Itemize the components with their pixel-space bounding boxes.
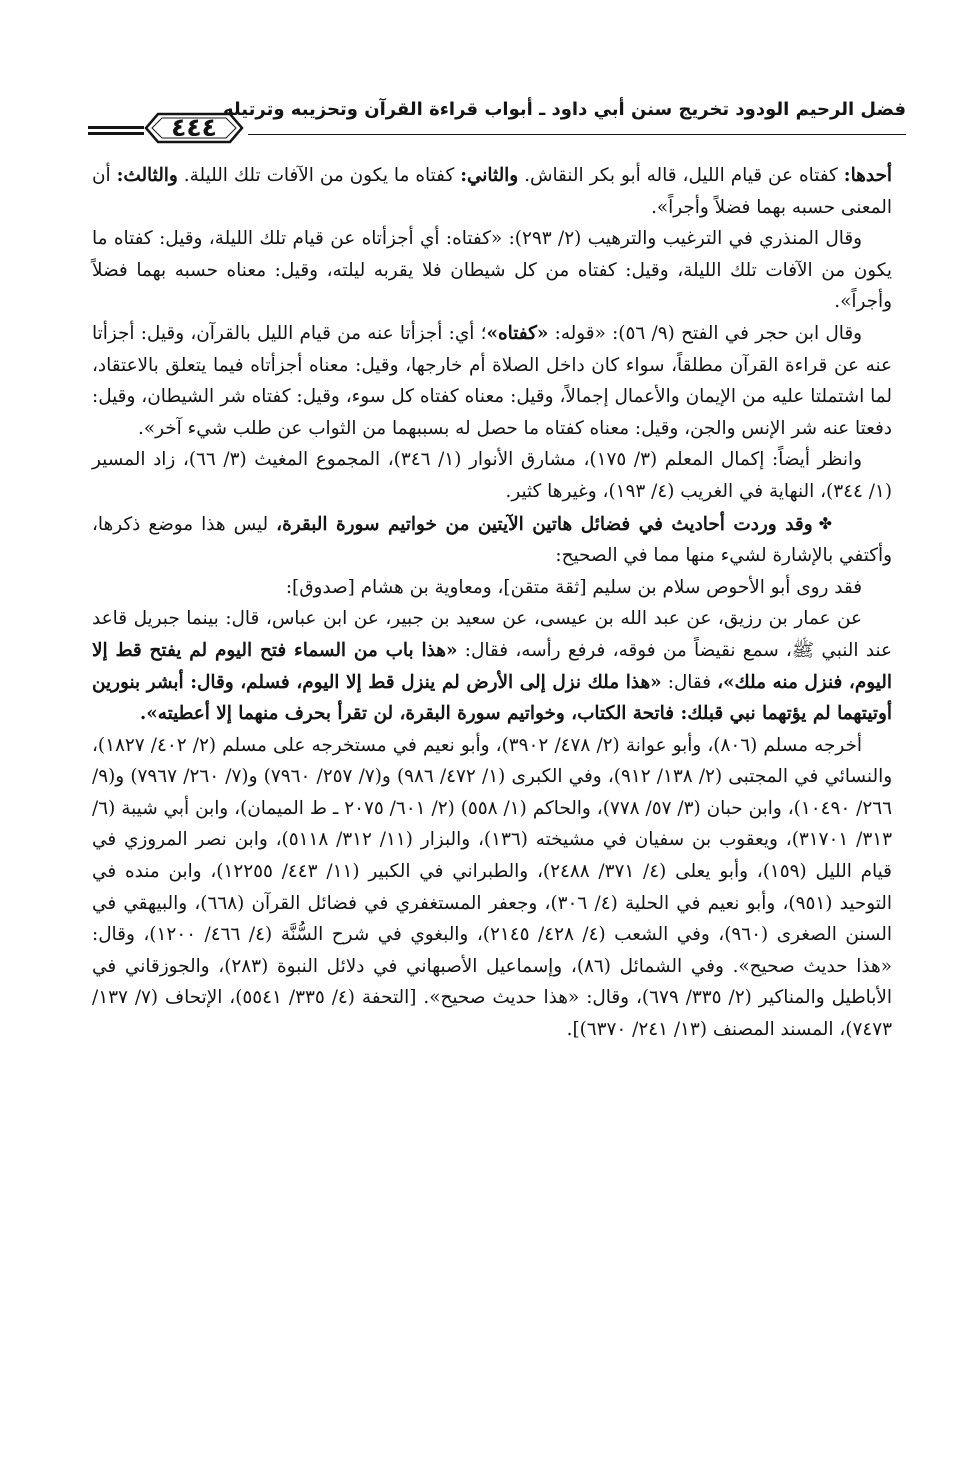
header-left-rule: [88, 126, 144, 129]
paragraph: فقد روى أبو الأحوص سلام بن سليم [ثقة متقن]، ومعاوية بن هشام [صدوق]:: [285, 576, 862, 598]
running-title: فضل الرحيم الودود تخريج سنن أبي داود ـ أبواب قراءة القرآن وتحزيبه وترتيله: [223, 99, 906, 120]
bold-label: والثالث:: [116, 165, 178, 186]
paragraph: [92, 603, 892, 729]
header-left-rule: [88, 132, 144, 135]
page-body: [92, 160, 892, 1046]
bold-label: أحدها:: [843, 165, 893, 186]
leaf-ornament-icon: ✤: [818, 513, 832, 533]
running-header: [88, 88, 906, 144]
paragraph: وقال المنذري في الترغيب والترهيب (٢/ ٢٩٣): «كفتاه: أي أجزأتاه عن قيام تلك الليلة، وقيل: كفتاه ما يكون من الآفات تلك الليلة، وقيل: كفتاه من كل شيطان فلا يقربه ليلته، وقيل: معناه حسبه بهما فضلاً وأجراً».: [92, 228, 892, 313]
bold-quote: «هذا ملك نزل إلى الأرض لم ينزل قط إلا اليوم، فسلم، وقال: أبشر بنورين أوتيتهما لم يؤتهما نبي قبلك: فاتحة الكتاب، وخواتيم سورة البقرة، لن تقرأ بحرف منهما إلا أعطيته».: [92, 671, 892, 725]
text-run: كفتاه ما يكون من الآفات تلك الليلة.: [177, 165, 461, 186]
bold-quote: «هذا باب من السماء فتح اليوم لم يفتح قط إلا اليوم، فنزل منه ملك»،: [92, 639, 892, 693]
text-run: فقال:: [661, 671, 718, 693]
text-run: وقال ابن حجر في الفتح (٩/ ٥٦): «قوله:: [548, 322, 863, 344]
page-number: ٤٤٤: [171, 113, 217, 142]
paragraph: [92, 318, 892, 444]
paragraph: أخرجه مسلم (٨٠٦)، وأبو عوانة (٢/ ٤٧٨/ ٣٩٠٢)، وأبو نعيم في مستخرجه على مسلم (٢/ ٤٠٢/ ١٨٢٧)، والنسائي في المجتبى (٢/ ١٣٨/ ٩١٢)، وفي الكبرى (١/ ٤٧٢/ ٩٨٦) و(٧/ ٢٥٧/ ٧٩٦٠) و(٧/ ٢٦٠/ ٧٩٦٧) و(٩/ ٢٦٦/ ١٠٤٩٠)، وابن حبان (٣/ ٥٧/ ٧٧٨)، والحاكم (١/ ٥٥٨) (٢/ ٦٠١/ ٢٠٧٥ ـ ط الميمان)، وابن أبي شيبة (٦/ ٣١٣/ ٣١٧٠١)، ويعقوب بن سفيان في مشيخته (١٣٦)، والبزار (١١/ ٣١٢/ ٥١١٨)، وابن نصر المروزي في قيام الليل (١٥٩)، وأبو يعلى (٤/ ٣٧١/ ٢٤٨٨)، والطبراني في الكبير (١١/ ٤٤٣/ ١٢٢٥٥)، وابن منده في التوحيد (٩٥١)، وأبو نعيم في الحلية (٤/ ٣٠٦)، وجعفر المستغفري في فضائل القرآن (٦٦٨)، والبيهقي في السنن الصغرى (٩٦٠)، وفي الشعب (٤/ ٤٢٨/ ٢١٤٥)، والبغوي في شرح السُّنَّة (٤/ ٤٦٦/ ١٢٠٠)، وقال: «هذا حديث صحيح». وفي الشمائل (٨٦)، وإسماعيل الأصبهاني في دلائل النبوة (٢٨٣)، والجوزقاني في الأباطيل والمناكير (٢/ ٣٣٥/ ٦٧٩)، وقال: «هذا حديث صحيح». [التحفة (٤/ ٣٣٥/ ٥٥٤١)، الإتحاف (٧/ ١٣٧/ ٧٤٧٣)، المسند المصنف (١٣/ ٢٤١/ ٦٣٧٠)].: [92, 734, 893, 1041]
paragraph: وانظر أيضاً: إكمال المعلم (٣/ ١٧٥)، مشارق الأنوار (١/ ٣٤٦)، المجموع المغيث (٣/ ٦٦)، زاد المسير (١/ ٣٤٤)، النهاية في الغريب (٤/ ١٩٣)، وغيرها كثير.: [92, 449, 892, 502]
paragraph: [92, 160, 892, 223]
text-run: ؛ أي: أجزأتا عنه من قيام الليل بالقرآن، وقيل: أجزأتا عنه عن قراءة القرآن مطلقاً، سواء كان داخل الصلاة أم خارجها، وقيل: معناه أجزأتاه فيما يتعلق بالاعتقاد، لما اشتملتا عليه من الإيمان والأعمال إجمالاً، وقيل: معناه كفتاه كل سوء، وقيل: كفتاه شر الشيطان، وقيل: دفعتا عنه شر الإنس والجن، وقيل: معناه كفتاه ما حصل له بسببهما من الثواب عن طلب شيء آخر».: [92, 322, 892, 439]
text-run: أن المعنى حسبه بهما فضلاً وأجراً».: [92, 165, 892, 218]
bold-quote: «كفتاه»: [486, 322, 549, 344]
bold-label: والثاني:: [460, 165, 519, 186]
bold-heading: وقد وردت أحاديث في فضائل هاتين الآيتين من خواتيم سورة البقرة،: [276, 513, 813, 535]
text-run: عن عمار بن رزيق، عن عبد الله بن عيسى، عن سعيد بن جبير، عن ابن عباس، قال: بينما جبريل قاعد عند النبي ﷺ، سمع نقيضاً من فوقه، فرفع رأسه، فقال:: [92, 608, 893, 661]
paragraph: [92, 508, 892, 572]
text-run: ليس هذا موضع ذكرها، وأكتفي بالإشارة لشيء منها مما في الصحيح:: [92, 513, 892, 567]
header-rule: [248, 134, 906, 135]
text-run: كفتاه عن قيام الليل، قاله أبو بكر النقاش.: [518, 165, 844, 186]
